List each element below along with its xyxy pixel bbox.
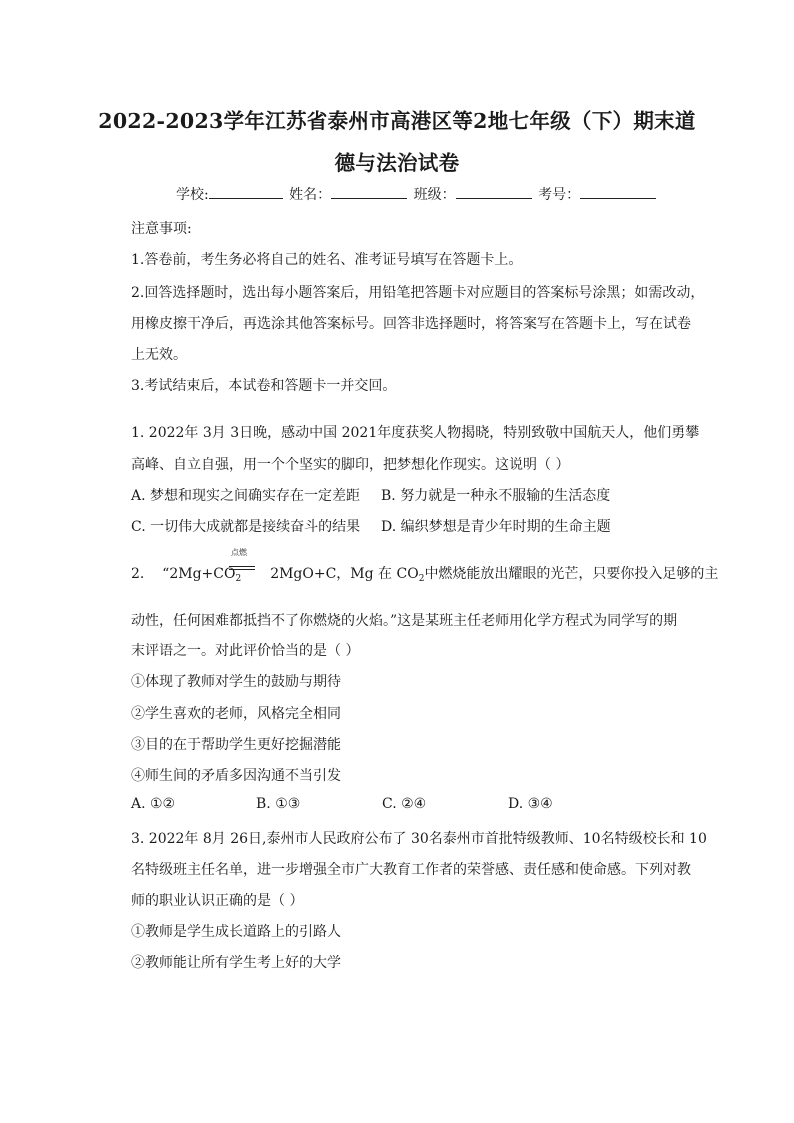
q2-stem-rest: 中燃烧能放出耀眼的光芒，只要你投入足够的主 bbox=[424, 566, 719, 582]
q1-option-d: D. 编织梦想是青少年时期的生命主题 bbox=[381, 519, 611, 535]
q2-equation-products: 2MgO+C，Mg 在 CO bbox=[270, 566, 419, 582]
q2-subscript-a: 2 bbox=[235, 574, 242, 584]
exam-title-line1: 2022-2023学年江苏省泰州市高港区等2地七年级（下）期末道 bbox=[98, 109, 696, 133]
note-item-2-line-3: 上无效。 bbox=[131, 347, 187, 363]
q1-option-b: B. 努力就是一种永不服输的生活态度 bbox=[381, 488, 611, 504]
q3-stem-line-2: 名特级班主任名单，进一步增强全市广大教育工作者的荣誉感、责任感和使命感。下列对教 bbox=[131, 862, 691, 878]
q2-statement-4: ④师生间的矛盾多因沟通不当引发 bbox=[131, 768, 341, 784]
q2-statement-2: ②学生喜欢的老师，风格完全相同 bbox=[131, 706, 341, 722]
note-item-1: 1.答卷前，考生务必将自己的姓名、准考证号填写在答题卡上。 bbox=[131, 252, 523, 268]
note-item-2-line-2: 用橡皮擦干净后，再选涂其他答案标号。回答非选择题时，将答案写在答题卡上，写在试卷 bbox=[131, 316, 691, 332]
q2-number: 2. bbox=[131, 566, 145, 582]
exam-title-line2: 德与法治试卷 bbox=[334, 151, 460, 175]
reaction-condition-label: 点燃 bbox=[231, 548, 247, 557]
name-blank bbox=[331, 184, 407, 199]
q3-statement-1: ①教师是学生成长道路上的引路人 bbox=[131, 924, 341, 940]
q3-stem-line-1: 3. 2022年 8月 26日,泰州市人民政府公布了 30名泰州市首批特级教师、10名特级校长和 10 bbox=[131, 831, 707, 847]
q1-stem-line-2: 高峰、自立自强，用一个个坚实的脚印，把梦想化作现实。这说明（ ） bbox=[131, 457, 570, 473]
name-label: 姓名： bbox=[289, 187, 332, 203]
q2-subscript-b: 2 bbox=[418, 574, 425, 584]
q2-stem-line-1 bbox=[131, 563, 718, 584]
class-label: 班级： bbox=[413, 187, 456, 203]
q2-stem-line-2: 动性，任何困难都抵挡不了你燃烧的火焰。”这是某班主任老师用化学方程式为同学写的期 bbox=[131, 613, 678, 629]
q1-option-a: A. 梦想和现实之间确实存在一定差距 bbox=[131, 488, 361, 504]
student-info-row bbox=[176, 184, 658, 204]
q2-option-d: D. ③④ bbox=[508, 796, 553, 812]
q2-equation-reactants: “2Mg+CO bbox=[162, 566, 236, 582]
class-blank bbox=[456, 184, 532, 199]
arrow-bar-bottom bbox=[229, 569, 255, 570]
arrow-bar-top bbox=[229, 566, 255, 567]
note-item-2-line-1: 2.回答选择题时，选出每小题答案后，用铅笔把答题卡对应题目的答案标号涂黑；如需改动， bbox=[131, 285, 705, 301]
q3-stem-line-3: 师的职业认识正确的是（ ） bbox=[131, 893, 304, 909]
q2-statement-1: ①体现了教师对学生的鼓励与期待 bbox=[131, 674, 341, 690]
q2-option-c: C. ②④ bbox=[382, 796, 427, 812]
notes-heading: 注意事项: bbox=[131, 221, 192, 237]
q3-statement-2: ②教师能让所有学生考上好的大学 bbox=[131, 955, 341, 971]
q2-option-a: A. ①② bbox=[131, 796, 176, 812]
exam-number-label: 考号： bbox=[538, 187, 581, 203]
exam-number-blank bbox=[580, 184, 656, 199]
school-blank bbox=[209, 184, 283, 199]
q2-stem-line-3: 末评语之一。对此评价恰当的是（ ） bbox=[131, 643, 360, 659]
q2-option-b: B. ①③ bbox=[256, 796, 301, 812]
q1-option-c: C. 一切伟大成就都是接续奋斗的结果 bbox=[131, 519, 361, 535]
school-label: 学校: bbox=[176, 187, 209, 203]
note-item-3: 3.考试结束后，本试卷和答题卡一并交回。 bbox=[131, 378, 397, 394]
q2-statement-3: ③目的在于帮助学生更好挖掘潜能 bbox=[131, 737, 341, 753]
q1-stem-line-1: 1. 2022年 3月 3日晚，感动中国 2021年度获奖人物揭晓，特别致敬中国航天人，他们勇攀 bbox=[131, 425, 700, 441]
